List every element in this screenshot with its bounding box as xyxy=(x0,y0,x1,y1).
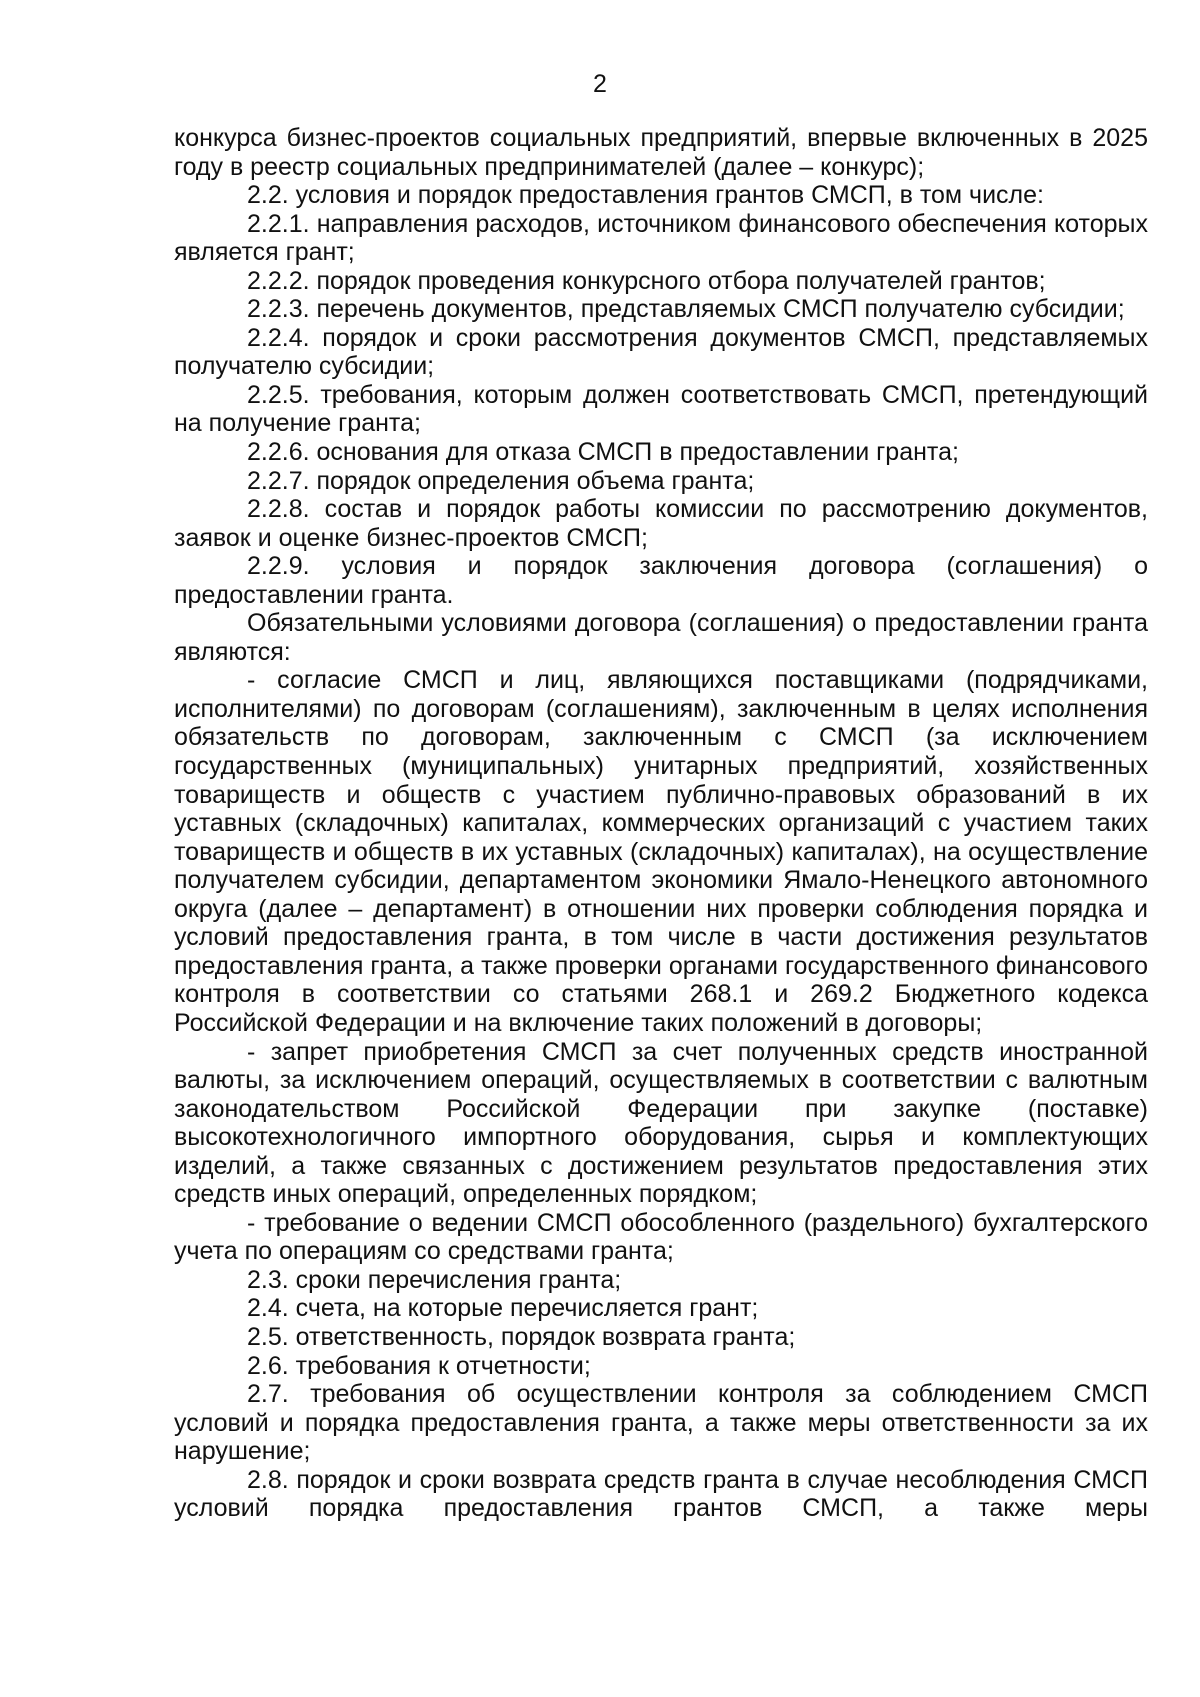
paragraph: 2.8. порядок и сроки возврата средств гранта в случае несоблюдения СМСП условий порядка предоставления грантов СМСП, а также меры xyxy=(174,1465,1148,1523)
paragraph: 2.5. ответственность, порядок возврата гранта; xyxy=(247,1322,796,1351)
paragraph: конкурса бизнес-проектов социальных предприятий, впервые включенных в 2025 году в реестр социальных предпринимателей (далее – конкурс); xyxy=(174,124,1148,181)
paragraph: 2.2.4. порядок и сроки рассмотрения документов СМСП, представляемых получателю субсидии; xyxy=(174,323,1148,381)
paragraph: Обязательными условиями договора (соглашения) о предоставлении гранта являются: xyxy=(174,609,1148,666)
paragraph: 2.4. счета, на которые перечисляется грант; xyxy=(247,1294,759,1323)
paragraph: 2.2.3. перечень документов, представляемых СМСП получателю субсидии; xyxy=(247,295,1125,324)
paragraph: 2.7. требования об осуществлении контроля за соблюдением СМСП условий и порядка предоставления гранта, а также меры ответственности за их нарушение; xyxy=(174,1380,1148,1466)
paragraph: 2.2.5. требования, которым должен соответствовать СМСП, претендующий на получение гранта; xyxy=(174,380,1148,438)
paragraph: 2.6. требования к отчетности; xyxy=(247,1351,591,1380)
paragraph: 2.2.7. порядок определения объема гранта; xyxy=(247,466,755,495)
paragraph: 2.2.1. направления расходов, источником финансового обеспечения которых является грант; xyxy=(174,209,1148,267)
paragraph: 2.2. условия и порядок предоставления грантов СМСП, в том числе: xyxy=(247,181,1044,210)
paragraph: 2.2.6. основания для отказа СМСП в предоставлении гранта; xyxy=(247,438,959,467)
paragraph: - запрет приобретения СМСП за счет полученных средств иностранной валюты, за исключением операций, осуществляемых в соответствии с валютным законодательством Российской Федерации при закупке (поставке) высокотехнологичного импортного оборудования, сырья и комплектующих изделий, а также связанных с достижением результатов предоставления этих средств иных операций, определенных порядком; xyxy=(174,1037,1148,1209)
paragraph: 2.2.8. состав и порядок работы комиссии по рассмотрению документов, заявок и оценке бизнес-проектов СМСП; xyxy=(174,495,1148,552)
paragraph: - требование о ведении СМСП обособленного (раздельного) бухгалтерского учета по операциям со средствами гранта; xyxy=(174,1208,1148,1266)
document-body xyxy=(174,124,1148,1523)
page-number: 2 xyxy=(593,70,607,98)
paragraph: 2.2.2. порядок проведения конкурсного отбора получателей грантов; xyxy=(247,266,1046,295)
paragraph: 2.2.9. условия и порядок заключения договора (соглашения) о предоставлении гранта. xyxy=(174,552,1148,609)
paragraph: 2.3. сроки перечисления гранта; xyxy=(247,1265,622,1294)
paragraph: - согласие СМСП и лиц, являющихся поставщиками (подрядчиками, исполнителями) по договорам (соглашениям), заключенным в целях исполнения обязательств по договорам, заключенным с СМСП (за исключением государственных (муниципальных) унитарных предприятий, хозяйственных товариществ и обществ с участием публично-правовых образований в их уставных (складочных) капиталах, коммерческих организаций с участием таких товариществ и обществ в их уставных (складочных) капиталах), на осуществление получателем субсидии, департаментом экономики Ямало-Ненецкого автономного округа (далее – департамент) в отношении них проверки соблюдения порядка и условий предоставления гранта, в том числе в части достижения результатов предоставления гранта, а также проверки органами государственного финансового контроля в соответствии со статьями 268.1 и 269.2 Бюджетного кодекса Российской Федерации и на включение таких положений в договоры; xyxy=(174,666,1148,1037)
